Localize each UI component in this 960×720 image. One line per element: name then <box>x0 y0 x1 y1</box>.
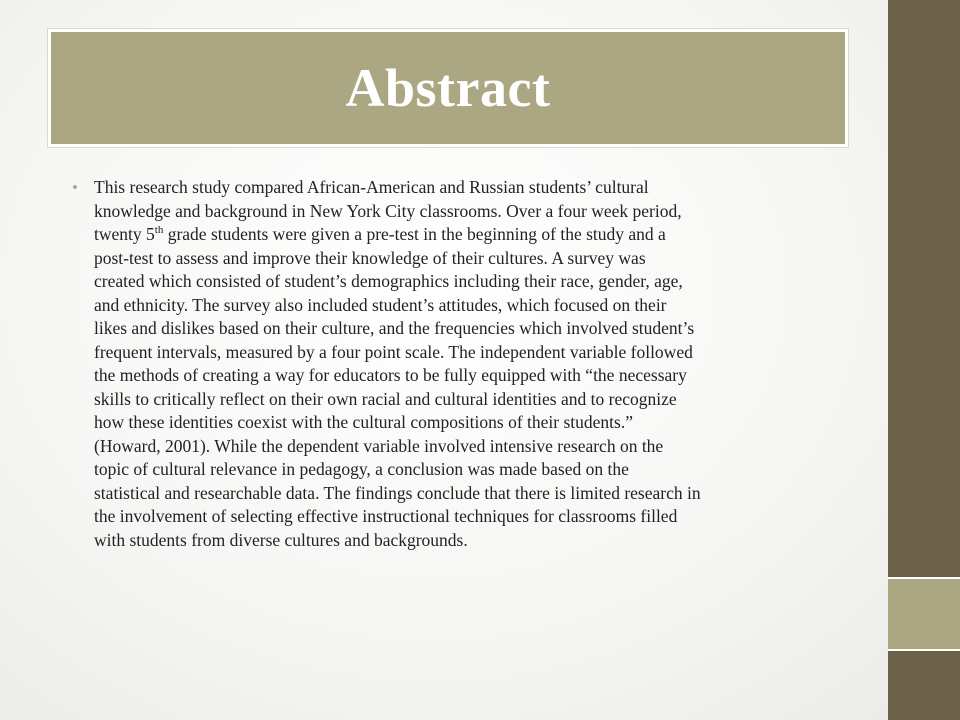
body-line <box>94 223 852 247</box>
ordinal-superscript: th <box>154 224 164 237</box>
body-line: the involvement of selecting effective instructional techniques for classrooms filled <box>94 506 678 526</box>
body-line: likes and dislikes based on their culture, and the frequencies which involved student’s <box>94 318 695 338</box>
body-line: how these identities coexist with the cultural compositions of their students.” <box>94 412 633 432</box>
body-line: created which consisted of student’s demographics including their race, gender, age, <box>94 271 683 291</box>
body-line: and ethnicity. The survey also included student’s attitudes, which focused on their <box>94 294 667 315</box>
body-line: topic of cultural relevance in pedagogy, a conclusion was made based on the <box>94 459 629 479</box>
body-line: This research study compared African-American and Russian students’ cultural <box>94 177 649 197</box>
body-line: (Howard, 2001). While the dependent variable involved intensive research on the <box>94 435 664 456</box>
body-line: the methods of creating a way for educators to be fully equipped with “the necessary <box>94 365 687 385</box>
body-line: knowledge and background in New York City classrooms. Over a four week period, <box>94 200 682 221</box>
slide-title: Abstract <box>345 58 551 118</box>
title-band <box>48 29 848 147</box>
body-line: skills to critically reflect on their own racial and cultural identities and to recognize <box>94 388 677 409</box>
body-line-part: twenty 5 <box>94 224 155 244</box>
body-line: statistical and researchable data. The findings conclude that there is limited research in <box>94 482 701 503</box>
body-line: post-test to assess and improve their knowledge of their cultures. A survey was <box>94 247 646 268</box>
abstract-body <box>72 176 852 552</box>
body-line: with students from diverse cultures and backgrounds. <box>94 529 468 550</box>
abstract-paragraph <box>72 176 852 552</box>
body-line-part: grade students were given a pre-test in the beginning of the study and a <box>163 224 666 244</box>
bullet-icon: • <box>72 178 78 197</box>
body-line: frequent intervals, measured by a four point scale. The independent variable followed <box>94 341 693 362</box>
right-accent-block <box>888 577 960 651</box>
